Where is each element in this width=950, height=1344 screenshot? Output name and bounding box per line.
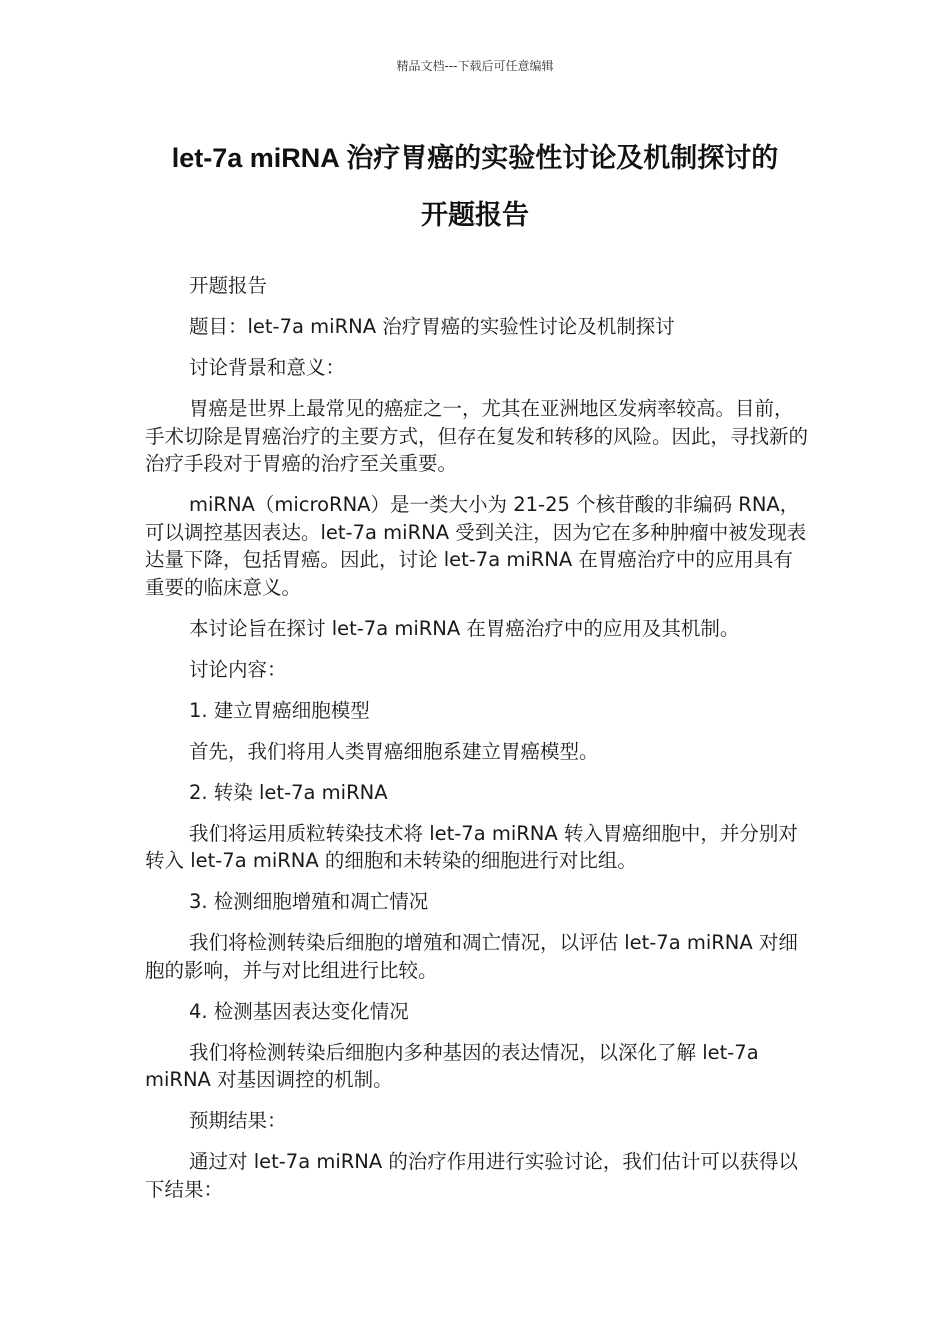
section-heading: 讨论内容： xyxy=(189,657,287,681)
paragraph: 通过对 let-7a miRNA 的治疗作用进行实验讨论，我们估计可以获得以下结果： xyxy=(145,1150,798,1201)
paragraph: 我们将检测转染后细胞的增殖和凋亡情况，以评估 let-7a miRNA 对细胞的影响，并与对比组进行比较。 xyxy=(145,931,798,982)
paragraph: miRNA（microRNA）是一类大小为 21-25 个核苷酸的非编码 RNA，可以调控基因表达。let-7a miRNA 受到关注，因为它在多种肿瘤中被发现表达量下降，包括胃癌。因此，讨论 let-7a miRNA 在胃癌治疗中的应用具有重要的临床意义。 xyxy=(145,493,807,599)
paragraph: 首先，我们将用人类胃癌细胞系建立胃癌模型。 xyxy=(189,739,599,763)
paragraph-topic: 题目：let-7a miRNA 治疗胃癌的实验性讨论及机制探讨 xyxy=(189,315,675,338)
list-item-heading: 3. 检测细胞增殖和凋亡情况 xyxy=(189,890,429,913)
paragraph: 我们将运用质粒转染技术将 let-7a miRNA 转入胃癌细胞中，并分别对转入 let-7a miRNA 的细胞和未转染的细胞进行对比组。 xyxy=(145,821,798,872)
list-item-heading: 1. 建立胃癌细胞模型 xyxy=(189,698,370,722)
section-heading: 讨论背景和意义： xyxy=(189,356,346,379)
paragraph: 本讨论旨在探讨 let-7a miRNA 在胃癌治疗中的应用及其机制。 xyxy=(189,616,740,640)
paragraph-label: 开题报告 xyxy=(189,274,268,297)
title-line-2: 开题报告 xyxy=(421,200,529,230)
page-header: 精品文档---下载后可任意编辑 xyxy=(396,59,554,73)
title-line-1: let-7a miRNA 治疗胃癌的实验性讨论及机制探讨的 xyxy=(171,143,779,173)
section-heading: 预期结果： xyxy=(189,1109,287,1132)
paragraph: 胃癌是世界上最常见的癌症之一，尤其在亚洲地区发病率较高。目前，手术切除是胃癌治疗的主要方式，但存在复发和转移的风险。因此，寻找新的治疗手段对于胃癌的治疗至关重要。 xyxy=(145,397,809,475)
list-item-heading: 2. 转染 let-7a miRNA xyxy=(189,780,388,804)
paragraph: 我们将检测转染后细胞内多种基因的表达情况，以深化了解 let-7a miRNA 对基因调控的机制。 xyxy=(145,1040,759,1091)
document-body xyxy=(145,272,810,1217)
list-item-heading: 4. 检测基因表达变化情况 xyxy=(189,999,409,1023)
document-title xyxy=(100,130,850,244)
